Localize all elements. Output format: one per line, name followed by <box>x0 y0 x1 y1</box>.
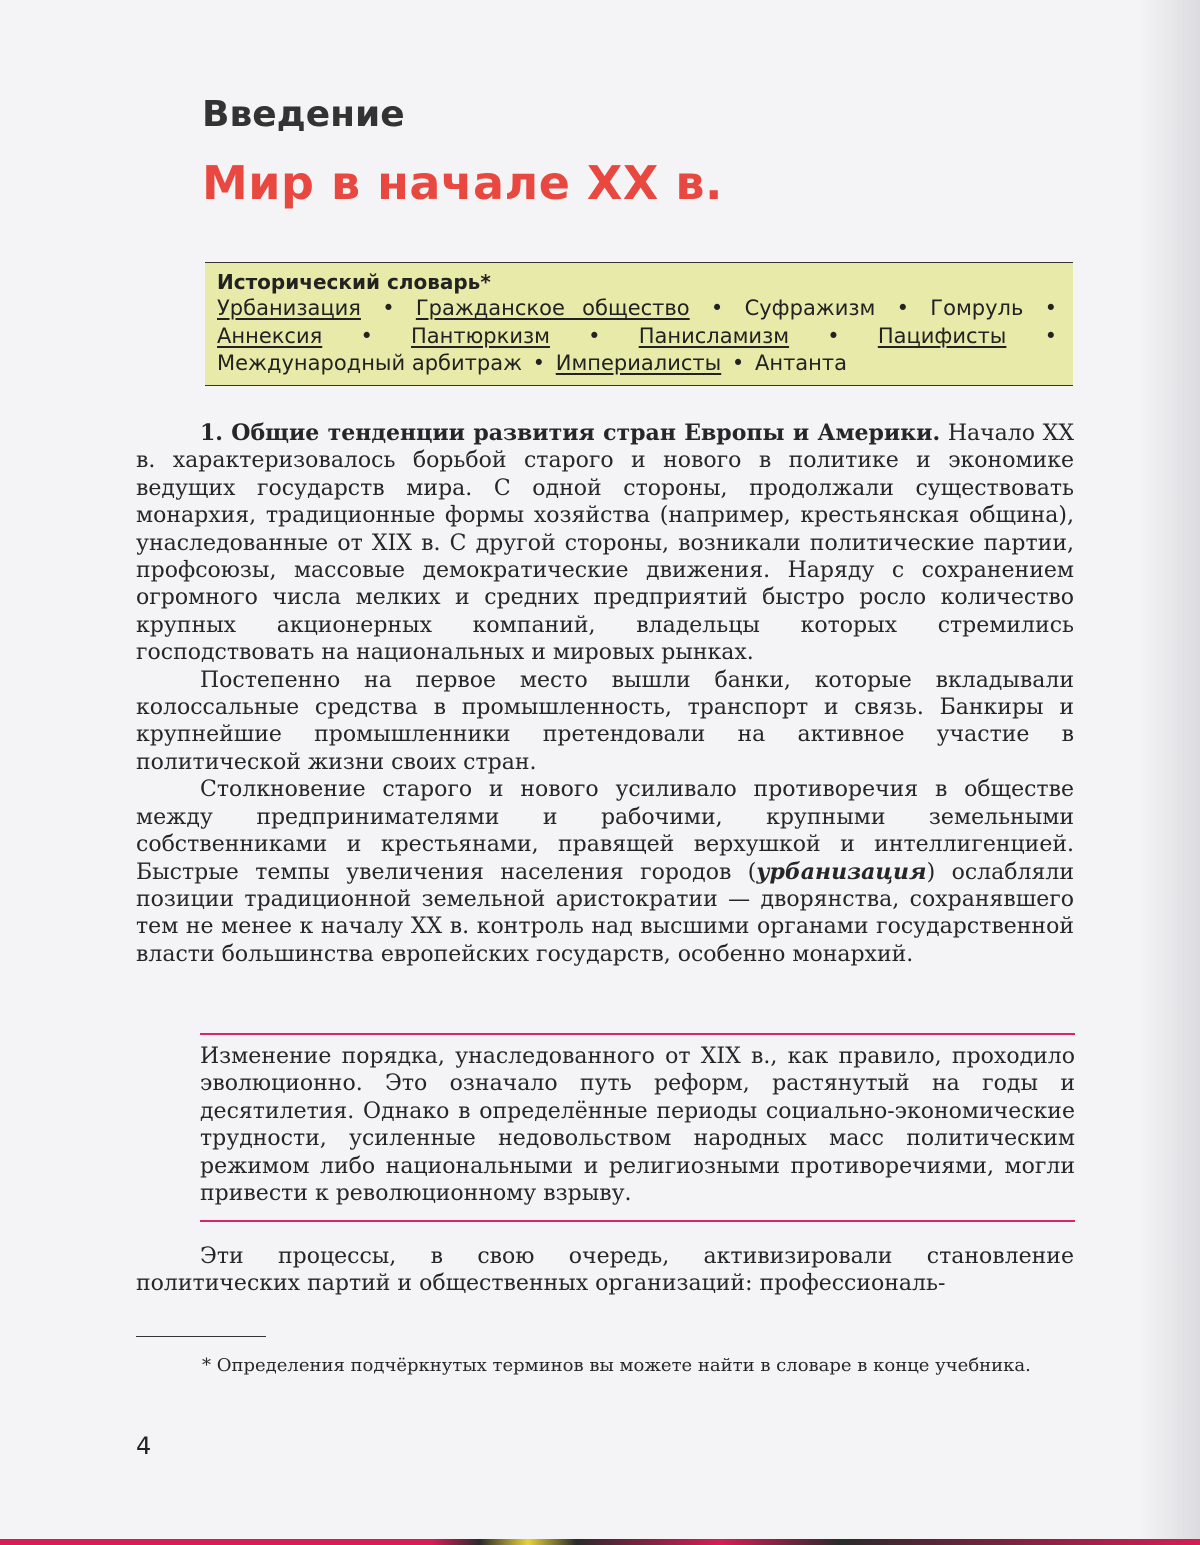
glossary-term: Панисламизм <box>638 323 790 348</box>
section-label: Введение <box>202 94 405 135</box>
glossary-term: Суфражизм <box>744 296 876 320</box>
paragraph-4: Эти процессы, в свою очередь, активизировали становление политических партий и общественных организаций: профессиональ- <box>136 1244 1074 1297</box>
bullet-separator: • <box>553 323 635 348</box>
glossary-box <box>205 262 1073 386</box>
bullet-separator: • <box>364 296 412 320</box>
glossary-term: Антанта <box>754 351 847 375</box>
sidebar-note-text: Изменение порядка, унаследованного от XIX в., как правило, проходило эволюционно. Это означало путь реформ, растянутый на годы и десятилетия. Однако в определённые периоды социально-экономические трудности, усиленные недовольством народных масс политическим режимом либо национальными и религиозными противоречиями, могли привести к революционному взрыву. <box>200 1044 1075 1207</box>
paragraph-1 <box>136 420 1074 667</box>
glossary-term: Пацифисты <box>877 323 1007 348</box>
paragraph-heading: 1. Общие тенденции развития стран Европы и Америки. <box>200 420 941 446</box>
bullet-separator: • <box>525 351 552 375</box>
paragraph-3 <box>136 776 1074 968</box>
glossary-term: Пантюркизм <box>411 323 550 348</box>
page-edge-shadow <box>1140 0 1200 1545</box>
sidebar-top-rule <box>200 1033 1075 1035</box>
main-text <box>136 420 1074 968</box>
sidebar-note <box>200 1043 1075 1207</box>
paragraph-3-text-b: ) ослабляли позиции традиционной земельной аристократии — дворянства, сохранявшего тем не менее к началу XX в. контроль над высшими органами государственной власти большинства европейских государств, особенно монархий. <box>136 859 1074 967</box>
page-number: 4 <box>136 1432 152 1460</box>
glossary-term: Гомруль <box>930 296 1024 320</box>
bullet-separator: • <box>879 296 927 320</box>
continued-text <box>136 1243 1074 1298</box>
paragraph-2: Постепенно на первое место вышли банки, которые вкладывали колоссальные средства в промышленность, транспорт и связь. Банкиры и крупнейшие промышленники претендовали на активное участие в политической жизни своих стран. <box>136 667 1074 775</box>
bullet-separator: • <box>1010 323 1057 348</box>
glossary-term: Международный арбитраж <box>217 351 522 375</box>
term-urbanization: урбанизация <box>756 858 927 885</box>
glossary-title: Исторический словарь* <box>217 270 491 294</box>
glossary-term: Гражданское общество <box>415 296 690 320</box>
glossary-term: Урбанизация <box>217 296 361 320</box>
bullet-separator: • <box>725 351 751 375</box>
paragraph-3-text-a: Столкновение старого и нового усиливало противоречия в обществе между предпринимателями и рабочими, крупными земельными собственниками и крестьянами, правящей верхушкой и интеллигенцией. Быстрые темпы увеличения населения городов ( <box>136 777 1074 885</box>
bullet-separator: • <box>1027 296 1058 320</box>
footnote-divider <box>136 1336 266 1337</box>
bullet-separator: • <box>693 296 741 320</box>
bullet-separator: • <box>793 323 874 348</box>
bottom-color-strip <box>0 1539 1200 1545</box>
footnote: * Определения подчёркнутых терминов вы можете найти в словаре в конце учебника. <box>202 1355 1031 1376</box>
bullet-separator: • <box>326 323 407 348</box>
glossary-terms <box>217 295 1061 378</box>
glossary-term: Империалисты <box>555 351 722 375</box>
sidebar-bottom-rule <box>200 1220 1075 1222</box>
glossary-term: Аннексия <box>217 323 323 348</box>
chapter-title: Мир в начале XX в. <box>202 156 723 210</box>
paragraph-1-text: Начало XX в. характеризовалось борьбой старого и нового в политике и экономике ведущих государств мира. С одной стороны, продолжали существовать монархия, традиционные формы хозяйства (например, крестьянская община), унаследованные от XIX в. С другой стороны, возникали политические партии, профсоюзы, массовые демократические движения. Наряду с сохранением огромного числа мелких и средних предприятий быстро росло количество крупных акционерных компаний, владельцы которых стремились господствовать на национальных и мировых рынках. <box>136 421 1074 666</box>
